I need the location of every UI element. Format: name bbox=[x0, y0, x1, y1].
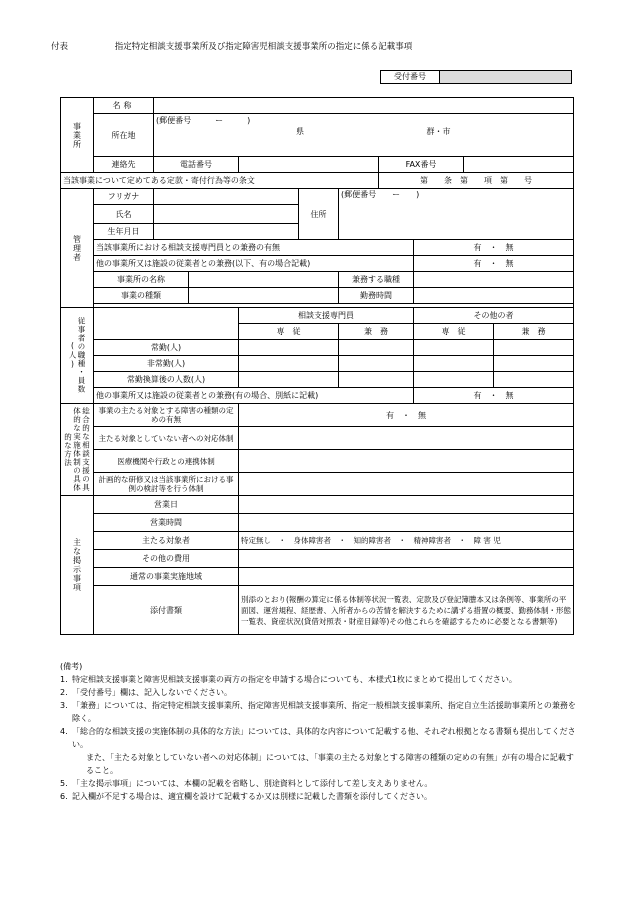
staff-header-blank bbox=[94, 308, 239, 340]
remark-text: 「兼務」については、指定特定相談支援事業所、指定障害児相談支援事業所、指定一般相談支援事業所、指定自立生活援助事業所との兼務を除く。 bbox=[72, 701, 576, 723]
staff-dual-other-label: 他の事業所又は施設の従業者との兼務(有の場合、別紙に記載) bbox=[94, 388, 414, 404]
staff-cell[interactable] bbox=[239, 372, 339, 388]
business-days-field[interactable] bbox=[239, 496, 574, 514]
posting-section-label: 主な掲示事項 bbox=[61, 496, 94, 635]
furigana-label: フリガナ bbox=[94, 189, 154, 205]
consultant-dual-header: 兼 務 bbox=[339, 324, 414, 340]
furigana-field[interactable] bbox=[154, 189, 299, 205]
staff-section-label: 従事者の職種・員数(人) bbox=[61, 308, 94, 404]
staff-row-label: 非常勤(人) bbox=[94, 356, 239, 372]
remark-item bbox=[60, 699, 580, 725]
remark-number: 3. bbox=[60, 701, 68, 710]
remark-number: 5. bbox=[60, 779, 68, 788]
other-costs-field[interactable] bbox=[239, 550, 574, 568]
method-row-label: 計画的な研修又は当該事業所における事例の検討等を行う体制 bbox=[94, 473, 239, 496]
dual-office-name-field[interactable] bbox=[189, 272, 339, 288]
staff-cell[interactable] bbox=[339, 356, 414, 372]
reception-number-field[interactable] bbox=[440, 71, 571, 83]
remark-item bbox=[60, 751, 580, 777]
main-target-choice[interactable]: 特定無し ・ 身体障害者 ・ 知的障害者 ・ 精神障害者 ・ 障 害 児 bbox=[239, 532, 574, 550]
method-row-label: 事業の主たる対象とする障害の種類の定めの有無 bbox=[94, 404, 239, 427]
staff-cell[interactable] bbox=[339, 340, 414, 356]
remarks-heading: (備考) bbox=[60, 662, 83, 671]
phone-label: 電話番号 bbox=[154, 157, 239, 173]
birth-date-field[interactable] bbox=[154, 224, 299, 240]
business-days-label: 営業日 bbox=[94, 496, 239, 514]
remark-number: 2. bbox=[60, 688, 68, 697]
remark-item bbox=[60, 673, 580, 686]
dual-consultant-choice[interactable]: 有 ・ 無 bbox=[414, 240, 574, 256]
appendix-label: 付表 bbox=[51, 42, 69, 52]
attachment-label: 添付書類 bbox=[94, 586, 239, 635]
phone-field[interactable] bbox=[239, 157, 379, 173]
remarks bbox=[60, 660, 580, 803]
manager-name-field[interactable] bbox=[154, 205, 299, 224]
consultant-column-header: 相談支援専門員 bbox=[239, 308, 414, 324]
form-header bbox=[51, 40, 412, 52]
attachment-description: 別添のとおり(報酬の算定に係る体制等状況一覧表、定款及び登記簿謄本又は条例等、事業所の平面図、運営規程、経歴書、入所者からの苦情を解決するために講ずる措置の概要、勤務体制・形態一覧表、資産状況(貸借対照表・財産目録等)その他これらを確認するために必要となる書類等) bbox=[239, 586, 574, 635]
staff-row-label: 常勤(人) bbox=[94, 340, 239, 356]
office-name-field[interactable] bbox=[154, 98, 574, 114]
main-target-label: 主たる対象者 bbox=[94, 532, 239, 550]
staff-cell[interactable] bbox=[339, 372, 414, 388]
working-hours-label: 勤務時間 bbox=[339, 288, 414, 304]
remark-item bbox=[60, 686, 580, 699]
disability-type-choice[interactable]: 有 ・ 無 bbox=[239, 404, 574, 427]
staff-cell[interactable] bbox=[494, 372, 574, 388]
remark-text: 「総合的な相談支援の実施体制の具体的な方法」については、具体的な内容について記載する他、それぞれ根拠となる書類も提出してください。 bbox=[72, 727, 576, 749]
remark-number: 1. bbox=[60, 675, 68, 684]
office-name-label: 名称 bbox=[94, 98, 154, 114]
working-hours-field[interactable] bbox=[414, 288, 574, 304]
other-dual-header: 兼 務 bbox=[494, 324, 574, 340]
manager-address-field[interactable] bbox=[339, 189, 574, 240]
remark-text: 特定相談支援事業と障害児相談支援事業の両方の指定を申請する場合についても、本様式1枚にまとめて提出してください。 bbox=[72, 675, 517, 684]
method-field[interactable] bbox=[239, 450, 574, 473]
remark-number: 6. bbox=[60, 792, 68, 801]
dual-duty-label: 兼務する職種 bbox=[339, 272, 414, 288]
remark-text: 記入欄が不足する場合は、適宜欄を設けて記載するか又は別様に記載した書類を添付してください。 bbox=[72, 792, 432, 801]
contact-label: 連絡先 bbox=[94, 157, 154, 173]
method-field[interactable] bbox=[239, 473, 574, 496]
dual-consultant-label: 当該事業所における相談支援専門員との兼務の有無 bbox=[94, 240, 414, 256]
method-field[interactable] bbox=[239, 427, 574, 450]
articles-label: 当該事業について定めてある定款・寄付行為等の条文 bbox=[61, 173, 379, 189]
dual-office-name-label: 事業所の名称 bbox=[94, 272, 189, 288]
remark-text: 「主な掲示事項」については、本欄の記載を省略し、別途資料として添付して差し支えありません。 bbox=[72, 779, 433, 788]
remark-item bbox=[60, 777, 580, 790]
method-row-label: 医療機関や行政との連携体制 bbox=[94, 450, 239, 473]
dual-other-choice[interactable]: 有 ・ 無 bbox=[414, 256, 574, 272]
staff-cell[interactable] bbox=[494, 356, 574, 372]
prefecture-text: 県 bbox=[296, 127, 304, 136]
birth-date-label: 生年月日 bbox=[94, 224, 154, 240]
consultant-full-header: 専 従 bbox=[239, 324, 339, 340]
office-postal-text: (郵便番号 ー ) bbox=[156, 115, 251, 125]
remark-number: 4. bbox=[60, 727, 68, 736]
staff-dual-other-choice[interactable]: 有 ・ 無 bbox=[414, 388, 574, 404]
office-address-field[interactable] bbox=[154, 126, 574, 157]
manager-address-label: 住所 bbox=[299, 189, 339, 240]
staff-cell[interactable] bbox=[414, 372, 494, 388]
manager-name-label: 氏名 bbox=[94, 205, 154, 224]
reception-number-box bbox=[380, 70, 572, 84]
staff-cell[interactable] bbox=[239, 340, 339, 356]
city-text: 群・市 bbox=[426, 127, 451, 136]
staff-cell[interactable] bbox=[239, 356, 339, 372]
manager-postal-text: (郵便番号 ー ) bbox=[341, 190, 420, 199]
dual-duty-field[interactable] bbox=[414, 272, 574, 288]
articles-field[interactable]: 第 条 第 項 第 号 bbox=[379, 173, 574, 189]
staff-cell[interactable] bbox=[414, 340, 494, 356]
office-address-label: 所在地 bbox=[94, 114, 154, 157]
dual-other-label: 他の事業所又は施設の従業者との兼務(以下、有の場合記載) bbox=[94, 256, 414, 272]
other-column-header: その他の者 bbox=[414, 308, 574, 324]
dual-office-type-label: 事業の種類 bbox=[94, 288, 189, 304]
manager-section-label: 管理者 bbox=[61, 189, 94, 308]
application-form-table bbox=[60, 97, 574, 635]
other-full-header: 専 従 bbox=[414, 324, 494, 340]
business-hours-field[interactable] bbox=[239, 514, 574, 532]
service-area-field[interactable] bbox=[239, 568, 574, 586]
form-title: 指定特定相談支援事業所及び指定障害児相談支援事業所の指定に係る記載事項 bbox=[114, 42, 413, 52]
fax-label: FAX番号 bbox=[379, 157, 464, 173]
staff-row-label: 常勤換算後の人数(人) bbox=[94, 372, 239, 388]
remark-text: また、「主たる対象としていない者への対応体制」については、「事業の主たる対象とする障害の種類の定めの有無」が有の場合に記載すること。 bbox=[86, 753, 574, 775]
method-section-label: 総合的な相談支援の具体的な実施体制の具体的な方法 bbox=[61, 404, 94, 496]
reception-number-label: 受付番号 bbox=[381, 71, 440, 83]
dual-office-type-field[interactable] bbox=[189, 288, 339, 304]
staff-cell[interactable] bbox=[494, 340, 574, 356]
office-postal-field[interactable] bbox=[154, 114, 574, 127]
method-row-label: 主たる対象としていない者への対応体制 bbox=[94, 427, 239, 450]
remark-item bbox=[60, 790, 580, 803]
remark-item bbox=[60, 725, 580, 751]
staff-cell[interactable] bbox=[414, 356, 494, 372]
service-area-label: 通常の事業実施地域 bbox=[94, 568, 239, 586]
fax-field[interactable] bbox=[464, 157, 574, 173]
other-costs-label: その他の費用 bbox=[94, 550, 239, 568]
remark-text: 「受付番号」欄は、記入しないでください。 bbox=[72, 688, 232, 697]
business-hours-label: 営業時間 bbox=[94, 514, 239, 532]
office-section-label: 事業所 bbox=[61, 98, 94, 173]
